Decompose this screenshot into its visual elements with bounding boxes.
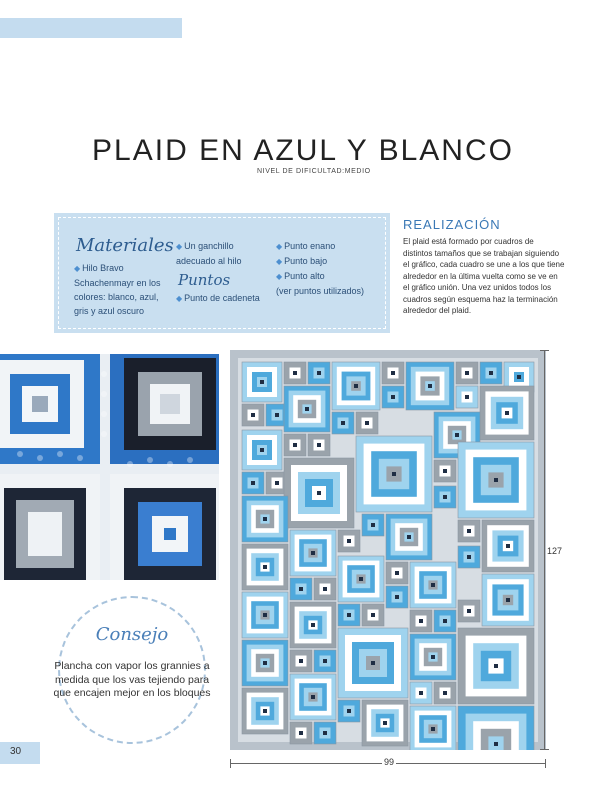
plaid-square-center	[467, 529, 471, 533]
consejo-title: Consejo	[95, 624, 169, 645]
plaid-square-center	[465, 395, 469, 399]
crochet-photo-image	[0, 354, 219, 580]
plaid-square-center	[467, 555, 471, 559]
plaid-square-center	[293, 371, 297, 375]
stitch-slip-item	[276, 239, 396, 254]
difficulty-level: NIVEL DE DIFICULTAD:MEDIO	[257, 168, 371, 175]
plaid-square-center	[260, 448, 264, 452]
plaid-square-center	[260, 380, 264, 384]
plaid-square-center	[299, 731, 303, 735]
width-dimension-cap	[545, 759, 546, 768]
plaid-square-center	[467, 609, 471, 613]
stitch-single-item	[276, 254, 396, 269]
stitches-title: Puntos	[178, 271, 231, 289]
bullet-icon: ◆	[276, 242, 283, 251]
bullet-icon: ◆	[176, 242, 183, 251]
plaid-square-center	[419, 691, 423, 695]
plaid-square-center	[347, 709, 351, 713]
plaid-square-center	[359, 577, 363, 581]
height-dimension-line	[544, 350, 545, 750]
plaid-square-center	[395, 595, 399, 599]
bullet-icon: ◆	[276, 272, 283, 281]
plaid-square-center	[311, 695, 315, 699]
plaid-square-center	[494, 478, 498, 482]
page-number: 30	[10, 746, 22, 757]
bullet-icon: ◆	[276, 257, 283, 266]
plaid-square-center	[275, 413, 279, 417]
plaid-square-center	[443, 495, 447, 499]
plaid-square-center	[494, 664, 498, 668]
height-dimension-cap	[540, 749, 549, 750]
plaid-square-center	[391, 395, 395, 399]
plaid-square-center	[428, 384, 432, 388]
realizacion-title: REALIZACIÓN	[403, 217, 501, 232]
stitch-slip-text: Punto enano	[284, 241, 336, 251]
height-dimension-cap	[540, 350, 549, 351]
plaid-square-center	[347, 539, 351, 543]
plaid-square-center	[431, 655, 435, 659]
plaid-square-center	[263, 709, 267, 713]
realizacion-text: El plaid está formado por cuadros de distintos tamaños que se trabajan siguiendo el gráfico, cada cuadro se une a los que tiene alrededor en la última vuelta como se ve en el gráfico unión. Una vez unidos todos los cuadros según esquema haz la terminación alrededor del plaid.	[403, 237, 565, 315]
plaid-square-center	[494, 742, 498, 746]
stitch-double-item	[276, 269, 396, 284]
plaid-square-center	[263, 613, 267, 617]
plaid-square-center	[275, 481, 279, 485]
plaid-square-center	[263, 661, 267, 665]
stitch-chain-item	[176, 293, 260, 303]
materials-yarn-text: Hilo Bravo Schachenmayr en los colores: blanco, azul, gris y azul oscuro	[74, 263, 161, 316]
plaid-square-center	[431, 583, 435, 587]
stitch-double-text: Punto alto	[284, 271, 325, 281]
plaid-square-center	[323, 587, 327, 591]
plaid-square-center	[383, 721, 387, 725]
materials-hook-text: Un ganchillo adecuado al hilo	[176, 241, 242, 266]
materials-title: Materiales	[76, 235, 174, 256]
plaid-square-center	[293, 443, 297, 447]
width-dimension-cap	[230, 759, 231, 768]
plaid-square-center	[431, 727, 435, 731]
plaid-square-center	[251, 481, 255, 485]
plaid-square-center	[251, 413, 255, 417]
plaid-square-center	[506, 598, 510, 602]
plaid-square-center	[455, 433, 459, 437]
width-dimension-label: 99	[384, 757, 395, 767]
stitches-list	[276, 239, 396, 298]
stitch-note: (ver puntos utilizados)	[276, 286, 365, 296]
plaid-square-center	[317, 371, 321, 375]
plaid-square-center	[443, 691, 447, 695]
plaid-square-center	[311, 623, 315, 627]
plaid-square-center	[391, 371, 395, 375]
stitch-single-text: Punto bajo	[284, 256, 328, 266]
consejo-circle	[53, 596, 211, 744]
plaid-square-center	[354, 384, 358, 388]
plaid-square-center	[341, 421, 345, 425]
plaid-square-center	[365, 421, 369, 425]
consejo-text: Plancha con vapor los grannies a medida que los vas tejiendo para que encajen mejor en los bloques	[53, 660, 211, 699]
header-accent-bar	[0, 18, 182, 38]
plaid-square-center	[395, 571, 399, 575]
plaid-square-center	[299, 659, 303, 663]
plaid-square-center	[347, 613, 351, 617]
height-dimension-label: 127	[547, 546, 563, 556]
materials-box	[54, 213, 390, 333]
crochet-photo	[0, 354, 219, 580]
plaid-square-center	[506, 544, 510, 548]
plaid-square-center	[443, 619, 447, 623]
plaid-square-center	[371, 613, 375, 617]
bullet-icon: ◆	[176, 294, 183, 303]
plaid-square-center	[323, 659, 327, 663]
plaid-square-center	[317, 443, 321, 447]
plaid-square-center	[465, 371, 469, 375]
plaid-square-center	[311, 551, 315, 555]
plaid-square-center	[517, 375, 521, 379]
stitch-chain-text: Punto de cadeneta	[184, 293, 260, 303]
plaid-square-center	[317, 491, 321, 495]
plaid-square-center	[489, 371, 493, 375]
plaid-square-center	[505, 411, 509, 415]
plaid-square-center	[323, 731, 327, 735]
plaid-diagram	[230, 350, 546, 750]
plaid-square-center	[392, 472, 396, 476]
page-title: PLAID EN AZUL Y BLANCO	[92, 134, 514, 167]
plaid-square-center	[305, 407, 309, 411]
plaid-square-center	[371, 661, 375, 665]
plaid-square-center	[371, 523, 375, 527]
plaid-square-center	[263, 517, 267, 521]
plaid-square-center	[407, 535, 411, 539]
plaid-square-center	[263, 565, 267, 569]
plaid-square-center	[299, 587, 303, 591]
bullet-icon: ◆	[74, 264, 81, 273]
plaid-square-center	[419, 619, 423, 623]
materials-hook-item	[176, 239, 266, 268]
plaid-square-center	[443, 469, 447, 473]
materials-yarn-item	[74, 261, 170, 318]
plaid-diagram-svg	[230, 350, 546, 750]
